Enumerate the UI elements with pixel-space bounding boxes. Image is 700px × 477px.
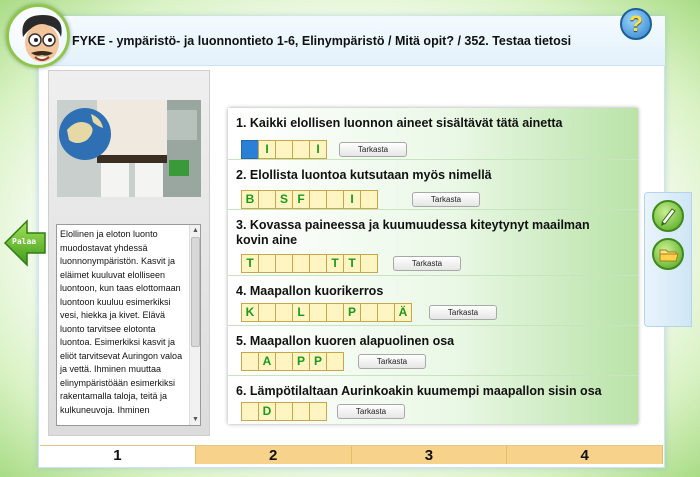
page-tab-3[interactable]: 3	[352, 446, 508, 464]
check-button[interactable]: Tarkasta	[393, 256, 461, 271]
answer-cell[interactable]: D	[258, 402, 276, 421]
question-row	[228, 160, 638, 210]
check-button[interactable]: Tarkasta	[339, 142, 407, 157]
question-text: 6. Lämpötilaltaan Aurinkoakin kuumempi maapallon sisin osa	[236, 384, 602, 398]
scroll-up-icon[interactable]: ▲	[192, 227, 199, 234]
answer-cell[interactable]: I	[343, 190, 361, 209]
answer-cell[interactable]	[275, 402, 293, 421]
pen-tool-button[interactable]	[652, 200, 684, 232]
folder-icon	[654, 240, 682, 268]
question-row	[228, 326, 638, 376]
answer-cell[interactable]	[309, 190, 327, 209]
scroll-thumb[interactable]	[191, 237, 200, 347]
question-row	[228, 210, 638, 276]
page-tab-4[interactable]: 4	[507, 446, 663, 464]
scroll-down-icon[interactable]: ▼	[192, 416, 199, 423]
answer-cells[interactable]	[241, 352, 343, 371]
answer-cell[interactable]	[241, 140, 259, 159]
answer-cell[interactable]	[292, 254, 310, 273]
answer-cell[interactable]	[309, 254, 327, 273]
answer-cell[interactable]	[258, 190, 276, 209]
answer-cell[interactable]	[377, 303, 395, 322]
answer-cells[interactable]	[241, 303, 411, 322]
answer-cell[interactable]	[309, 402, 327, 421]
answer-cells[interactable]	[241, 254, 377, 273]
answer-cell[interactable]: T	[343, 254, 361, 273]
back-label: Palaa	[12, 237, 37, 246]
answer-cell[interactable]	[326, 303, 344, 322]
page-tab-1[interactable]: 1	[40, 446, 196, 464]
page-title: FYKE - ympäristö- ja luonnontieto 1-6, Elinympäristö / Mitä opit? / 352. Testaa tietosi	[72, 34, 572, 48]
answer-cell[interactable]	[275, 352, 293, 371]
answer-cell[interactable]: L	[292, 303, 310, 322]
answer-cell[interactable]: P	[309, 352, 327, 371]
info-scrollbar[interactable]	[189, 225, 200, 425]
help-button[interactable]: ?	[620, 8, 652, 40]
answer-cell[interactable]	[326, 352, 344, 371]
question-text: 1. Kaikki elollisen luonnon aineet sisältävät tätä ainetta	[236, 116, 563, 130]
answer-cell[interactable]: P	[343, 303, 361, 322]
answer-cell[interactable]	[275, 254, 293, 273]
question-row	[228, 108, 638, 160]
mascot-avatar	[6, 4, 70, 68]
answer-cell[interactable]	[275, 303, 293, 322]
folder-tool-button[interactable]	[652, 238, 684, 270]
answer-cell[interactable]	[241, 402, 259, 421]
answer-cell[interactable]	[360, 254, 378, 273]
answer-cell[interactable]: I	[258, 140, 276, 159]
answer-cell[interactable]: T	[241, 254, 259, 273]
answer-cell[interactable]: A	[258, 352, 276, 371]
answer-cell[interactable]: T	[326, 254, 344, 273]
page-navigation	[40, 445, 663, 464]
answer-cells[interactable]	[241, 140, 326, 159]
answer-cell[interactable]: I	[309, 140, 327, 159]
info-text: Elollinen ja eloton luonto muodostavat yhdessä luonnonympäristön. Kasvit ja eläimet kuuluvat elolliseen luontoon, kun taas elottomaan luontoon kuuluu esimerkiksi vesi, hiekka ja kivet. Elävä luonto tarvitsee elotonta luontoa. Esimerkiksi kasvit ja eliöt tarvitsevat Auringon valoa ja vettä. Ihminen muuttaa elinympäristöään esimerkiksi rakentamalla taloja, teitä ja kulkuneuvoja. Ihminen	[56, 224, 201, 426]
check-button[interactable]: Tarkasta	[412, 192, 480, 207]
answer-cell[interactable]: F	[292, 190, 310, 209]
check-button[interactable]: Tarkasta	[358, 354, 426, 369]
answer-cell[interactable]	[292, 402, 310, 421]
answer-cell[interactable]	[360, 190, 378, 209]
page-tab-2[interactable]: 2	[196, 446, 352, 464]
pen-icon	[654, 202, 682, 230]
topic-photo	[57, 100, 201, 197]
answer-cell[interactable]: B	[241, 190, 259, 209]
answer-cell[interactable]: S	[275, 190, 293, 209]
answer-cell[interactable]: P	[292, 352, 310, 371]
question-text-content: 3. Kovassa paineessa ja kuumuudessa kiteytynyt maailman kovin aine	[236, 218, 590, 247]
question-text: 5. Maapallon kuoren alapuolinen osa	[236, 334, 455, 348]
answer-cells[interactable]	[241, 402, 326, 421]
answer-cell[interactable]	[292, 140, 310, 159]
answer-cell[interactable]	[275, 140, 293, 159]
question-text: 4. Maapallon kuorikerros	[236, 284, 384, 298]
answer-cell[interactable]: K	[241, 303, 259, 322]
answer-cell[interactable]	[326, 190, 344, 209]
answer-cell[interactable]	[241, 352, 259, 371]
answer-cell[interactable]: Ä	[394, 303, 412, 322]
check-button[interactable]: Tarkasta	[429, 305, 497, 320]
answer-cell[interactable]	[360, 303, 378, 322]
answer-cells[interactable]	[241, 190, 377, 209]
check-button[interactable]: Tarkasta	[337, 404, 405, 419]
question-text	[236, 218, 606, 248]
question-row	[228, 276, 638, 326]
question-row	[228, 376, 638, 424]
answer-cell[interactable]	[309, 303, 327, 322]
answer-cell[interactable]	[258, 303, 276, 322]
question-text: 2. Elollista luontoa kutsutaan myös nimellä	[236, 168, 492, 182]
answer-cell[interactable]	[258, 254, 276, 273]
